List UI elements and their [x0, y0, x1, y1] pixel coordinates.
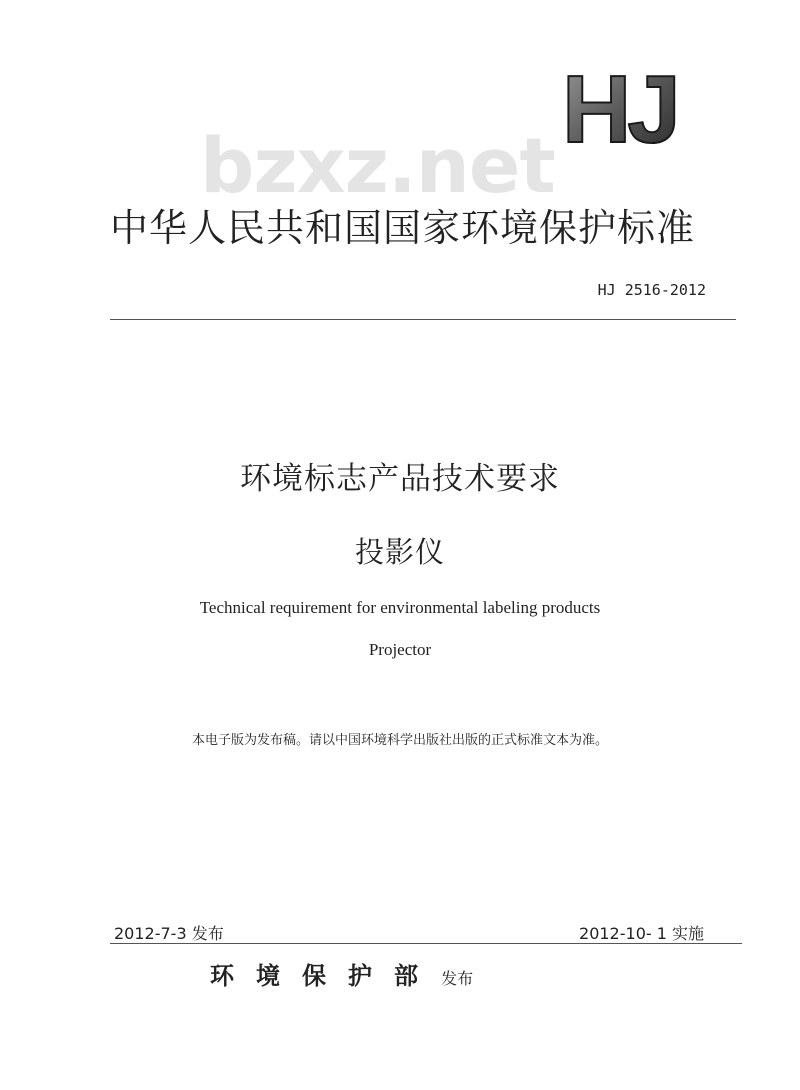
issuer-suffix: 发布 — [441, 969, 474, 988]
document-title-en: Technical requirement for environmental labeling products — [199, 598, 601, 617]
watermark: bzxz.net — [200, 121, 555, 210]
document-subtitle-cn: 投影仪 — [354, 535, 445, 569]
national-standard-title: 中华人民共和国国家环境保护标准 — [110, 206, 696, 250]
standard-number: HJ 2516-2012 — [597, 281, 706, 299]
svg-text:HJ: HJ — [562, 62, 677, 150]
issue-date: 2012-7-3 发布 — [114, 924, 224, 943]
issuer-line — [210, 956, 473, 991]
implementation-date: 2012-10- 1 实施 — [579, 924, 704, 943]
bottom-divider — [110, 943, 742, 944]
top-divider — [110, 319, 736, 320]
electronic-version-notice: 本电子版为发布稿。请以中国环境科学出版社出版的正式标准文本为准。 — [191, 733, 608, 748]
document-title-cn: 环境标志产品技术要求 — [240, 461, 560, 497]
document-subtitle-en: Projector — [368, 640, 432, 659]
issuer-name: 环境保护部 — [210, 961, 440, 990]
